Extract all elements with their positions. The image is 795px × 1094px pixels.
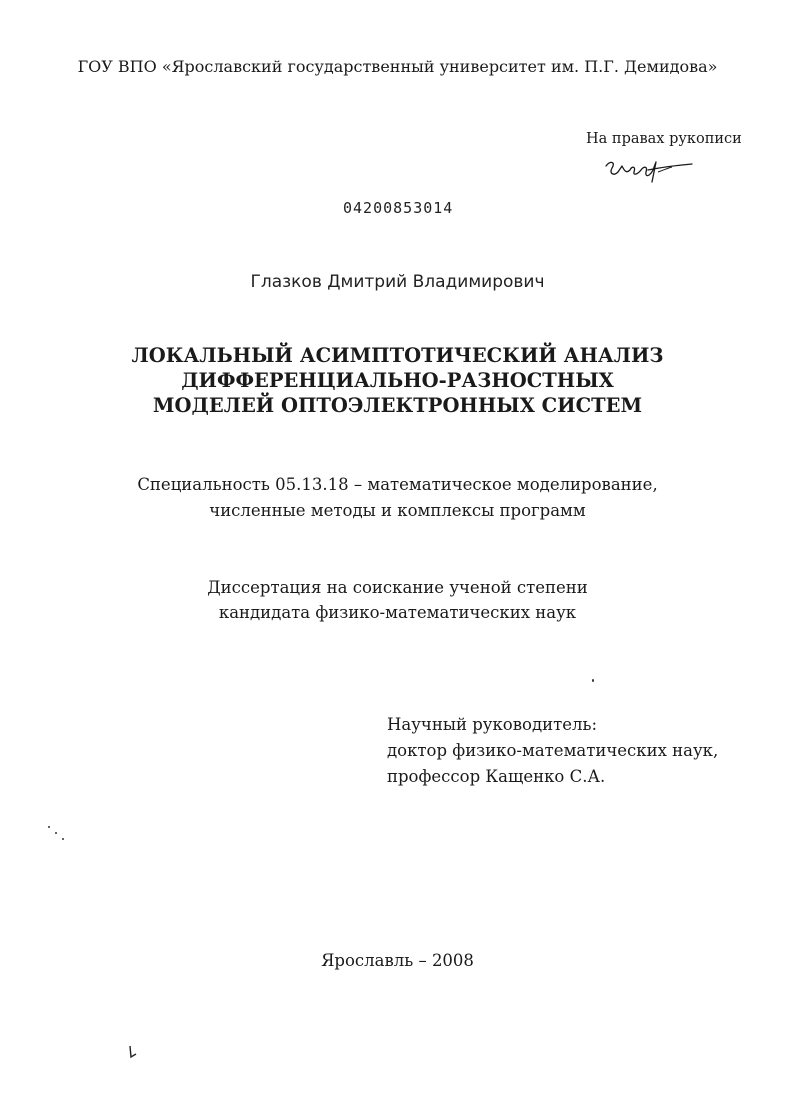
university-name: ГОУ ВПО «Ярославский государственный университет им. П.Г. Демидова» [77,57,718,76]
scan-speck [592,679,594,682]
specialty-line: Специальность 05.13.18 – математическое моделирование, [137,475,658,494]
scan-speck [55,832,57,834]
title-line: МОДЕЛЕЙ ОПТОЭЛЕКТРОННЫХ СИСТЕМ [152,394,643,417]
author-name: Глазков Дмитрий Владимирович [250,272,545,292]
supervisor-line: профессор Кащенко С.А. [387,767,606,786]
city-year: Ярославль – 2008 [321,951,474,970]
specialty [0,472,795,524]
degree-line: Диссертация на соискание ученой степени [207,578,588,597]
title-line: ЛОКАЛЬНЫЙ АСИМПТОТИЧЕСКИЙ АНАЛИЗ [131,344,664,367]
handwritten-signature [598,152,698,192]
supervisor-line: доктор физико-математических наук, [387,741,719,760]
rights-notice: На правах рукописи [586,131,742,147]
title-line: ДИФФЕРЕНЦИАЛЬНО-РАЗНОСТНЫХ [181,369,614,392]
document-code: 04200853014 [343,199,454,217]
degree-line: кандидата физико-математических наук [218,603,577,622]
specialty-line: численные методы и комплексы программ [209,501,586,520]
supervisor-line: Научный руководитель: [387,715,598,734]
scan-speck [62,838,64,840]
scan-speck [48,826,50,828]
supervisor-block [387,712,718,790]
degree-statement [0,575,795,625]
scan-mark [128,1044,138,1060]
dissertation-title [0,343,795,418]
